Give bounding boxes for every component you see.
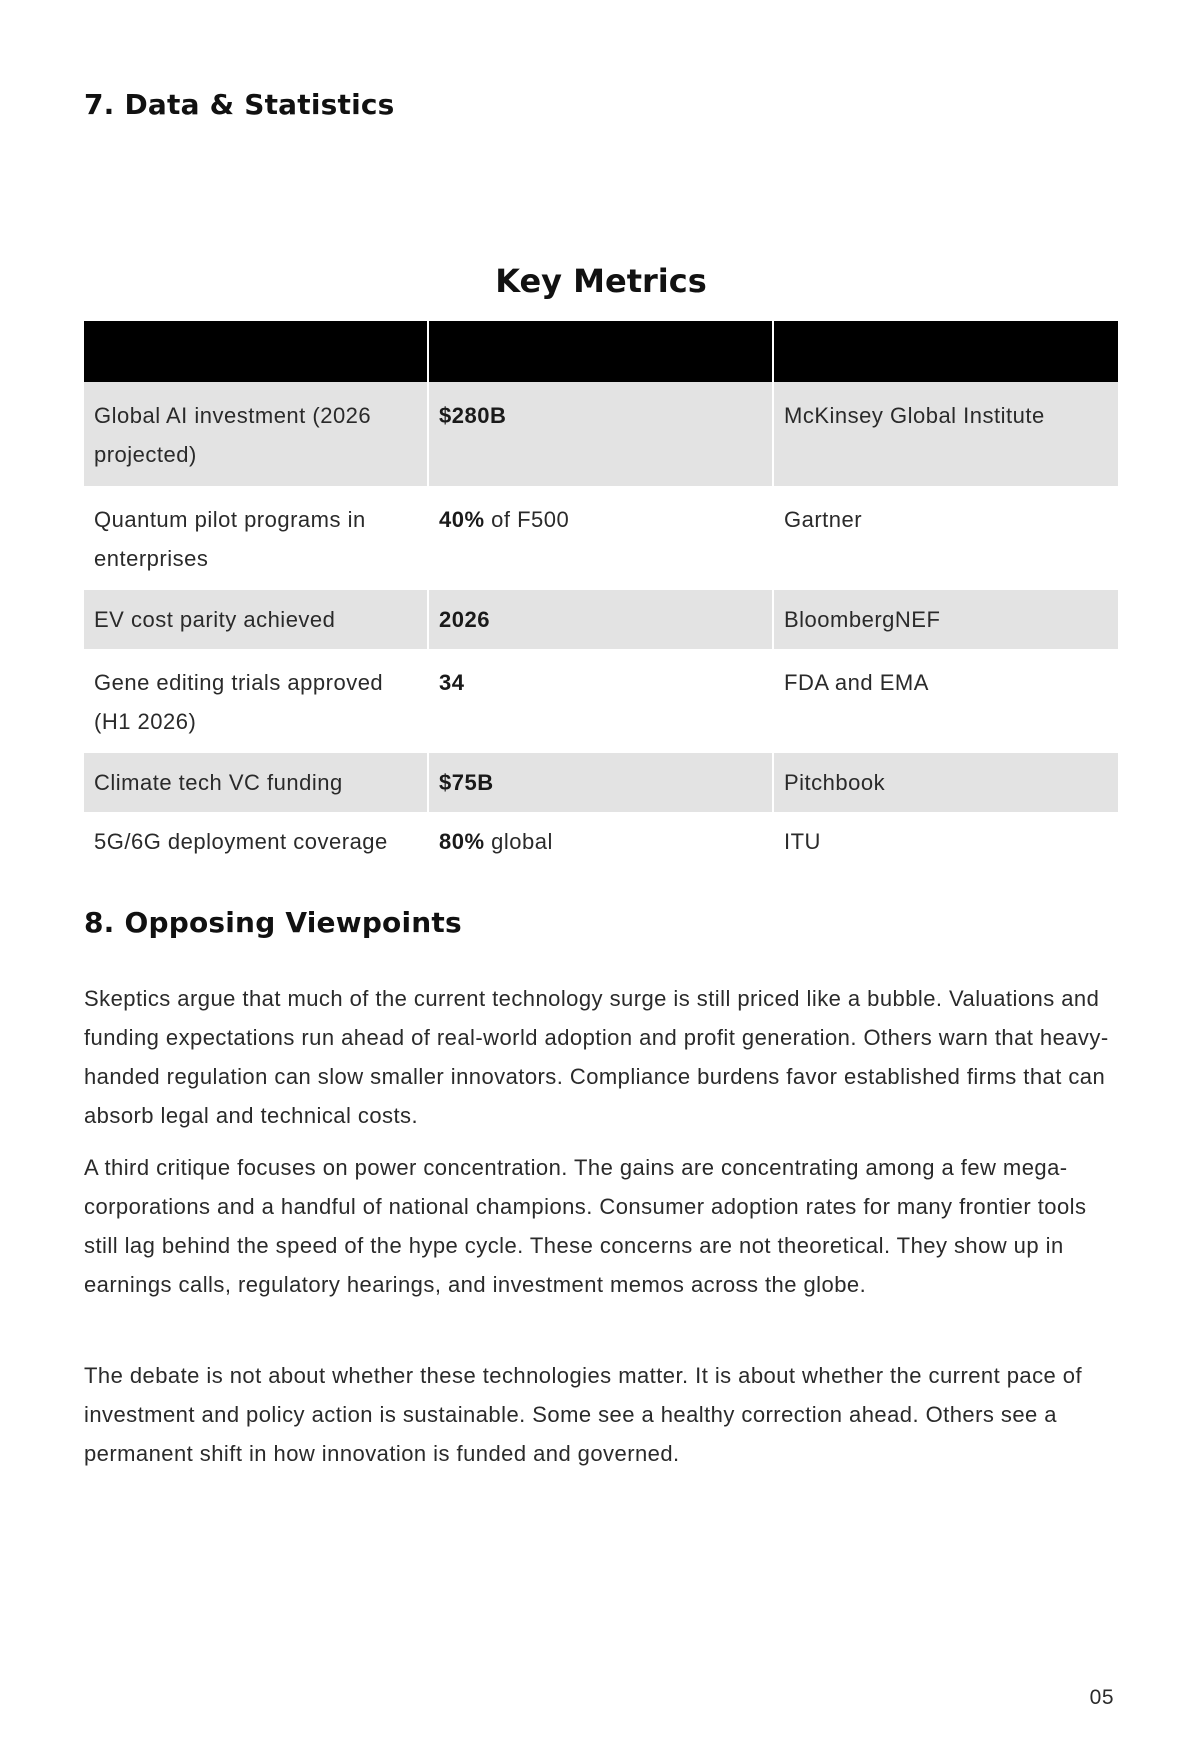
value-strong: 34 [439,670,465,695]
table-row [84,382,1118,486]
body-paragraph: A third critique focuses on power concentration. The gains are concentrating among a few mega-corporations and a handful of national champions. Consumer adoption rates for many frontier tools still lag behind the speed of the hype cycle. These concerns are not theoretical. They show up in earnings calls, regulatory hearings, and investment memos across the globe. [84,1155,1087,1297]
source-cell: FDA and EMA [784,670,929,695]
table-row [84,753,1118,812]
value-rest: global [484,829,553,854]
value-cell [428,812,773,871]
metric-cell: Global AI investment (2026 projected) [84,382,428,486]
metric-cell: EV cost parity achieved [84,590,428,649]
metric-cell: Climate tech VC funding [84,753,428,812]
value-cell [428,649,773,753]
key-metrics-table [84,321,1118,871]
body-paragraph: The debate is not about whether these technologies matter. It is about whether the current pace of investment and policy action is sustainable. Some see a healthy correction ahead. Others see a permanent shift in how innovation is funded and governed. [84,1363,1083,1466]
metric-cell: Quantum pilot programs in enterprises [84,486,428,590]
table-header-cell [84,321,428,382]
source-cell: Pitchbook [773,753,1118,812]
source-cell: ITU [784,829,821,854]
source-cell: McKinsey Global Institute [773,382,1118,486]
table-row [84,812,1118,871]
section-heading-data-statistics: 7. Data & Statistics [84,88,395,121]
value-cell [428,486,773,590]
value-cell [428,382,773,486]
source-cell: BloombergNEF [773,590,1118,649]
value-strong: 2026 [439,607,490,632]
value-strong: 40% [439,507,485,532]
table-row [84,649,1118,753]
table-title: Key Metrics [495,262,707,300]
source-cell: Gartner [784,507,863,532]
value-cell [428,590,773,649]
table-header-cell [773,321,1118,382]
value-strong: $280B [439,403,507,428]
value-strong: $75B [439,770,494,795]
table-row [84,590,1118,649]
table-header-cell [428,321,773,382]
metric-cell: Gene editing trials approved (H1 2026) [84,649,428,753]
table-row [84,486,1118,590]
value-cell [428,753,773,812]
page-number: 05 [1089,1686,1114,1709]
value-strong: 80% [439,829,485,854]
table-header-row [84,321,1118,382]
body-paragraph: Skeptics argue that much of the current technology surge is still priced like a bubble. Valuations and funding expectations run ahead of real-world adoption and profit generation. Others warn that heavy-handed regulation can slow smaller innovators. Compliance burdens favor established firms that can absorb legal and technical costs. [84,986,1109,1128]
value-rest: of F500 [484,507,570,532]
section-heading-opposing-viewpoints: 8. Opposing Viewpoints [84,906,462,939]
metric-cell: 5G/6G deployment coverage [84,812,428,871]
